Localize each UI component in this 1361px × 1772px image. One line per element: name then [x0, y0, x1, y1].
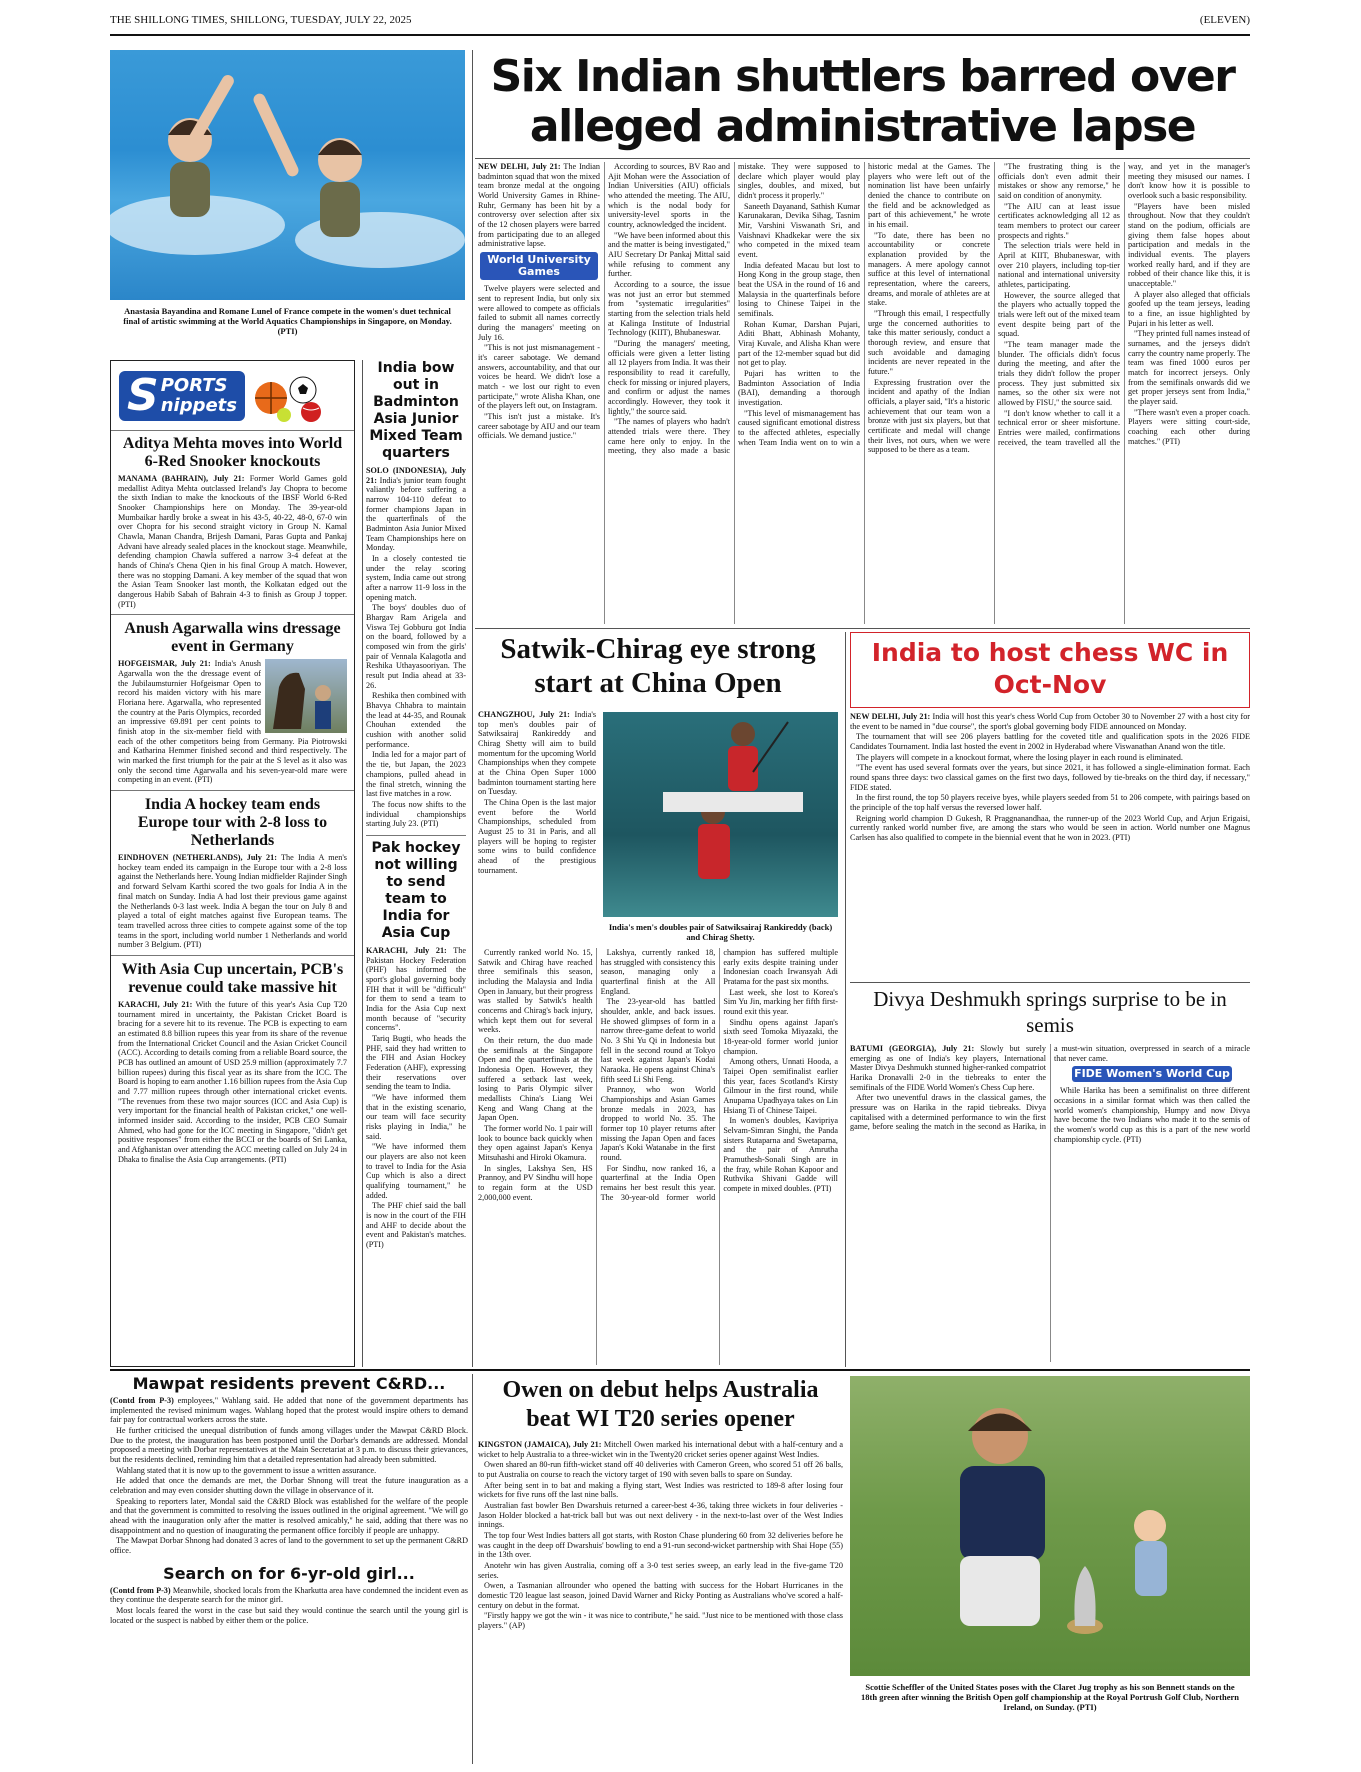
shuttlers-para: Saneeth Dayanand, Sathish Kumar Karunakaran, Devika Sihag, Tasnim Mir, Varshini Viswanath Sri, and Vaishnavi Khadkekar were the six who competed in the mixed team event. — [738, 201, 860, 260]
satwik-para: The China Open is the last major event before the World Championships, scheduled from August 25 to 31 in Paris, and all players will be hoping to register some wins to build confidence ahead of the prestigious tournament. — [478, 798, 596, 875]
anush-story — [111, 618, 354, 787]
shuttlers-para: According to a source, the issue was not just an error but stemmed from "systematic irregularities" starting from the selection trials held at Kalinga Institute of Industrial Technology (KIIT), Bhubaneswar. — [608, 280, 730, 338]
satwik-para: Sindhu opens against Japan's sixth seed Tomoka Miyazaki, the 18-year-old former world junior champion. — [723, 1017, 838, 1056]
shuttlers-para: The Indian badminton squad that won the mixed team bronze medal at the ongoing World University Games in Rhine-Ruhr, Germany has been hit by a controversy over selection after six of the 12 chosen players were barred from participating due to an alleged administrative lapse. — [478, 162, 600, 249]
shuttlers-dateline: NEW DELHI, July 21: — [478, 162, 561, 171]
pak-hockey-para: "We have informed them our players are also not keen to travel to India for the Asia Cup which is also a direct qualifying tournament," he added. — [366, 1142, 466, 1200]
satwik-headline-block — [478, 632, 838, 704]
pak-hockey-body — [366, 946, 466, 1250]
owen-para: Anotehr win has given Australia, coming off a 3-0 test series sweep, an early lead in the five-game T20 series. — [478, 1561, 843, 1580]
horse-rider-image — [265, 659, 347, 733]
owen-para: Australian fast bowler Ben Dwarshuis returned a career-best 4-36, taking three wickets in four deliveries - Jason Holder blocked a hat-trick ball but was out next delivery - in the next-to-last over of the West Indies innings. — [478, 1501, 843, 1530]
satwik-chirag-photo — [603, 712, 838, 917]
shuttlers-para: "Through this email, I respectfully urge the concerned authorities to take this matter seriously, conduct a thorough review, and ensure that such avoidable and damaging incidents are never repeated in the future." — [868, 309, 990, 377]
hockey-a-story — [111, 794, 354, 952]
divya-para: After two uneventful draws in the classical games, the pressure was on Harika in the rapid tiebreaks. Divya capitalised with a determined performance to win the first game, before sealing the match in the second as Harika, in a must-win situation, overpressed in search of a miracle that never came. — [850, 1044, 1250, 1132]
shuttlers-para: According to sources, BV Rao and Ajit Mohan were the Association of Indian Universities (AIU) officials who attended the meeting. The AIU, which is the nodal body for university-level sports in the country, acknowledged the incident. — [608, 162, 730, 230]
divya-para: While Harika has been a semifinalist on three different occasions in a similar format which was then called the world women's championship, Humpy and now Divya have become the two Indians who made it to the semis of the women's world cup as this is a part of the new world championship cycle. (PTI) — [1054, 1086, 1250, 1144]
mawpat-para: employees," Wahlang said. He added that none of the government departments has implemented the revised minimum wages. Wahlang hoped that the protest would inspire others to demand fair pay for contractual workers across the state. — [110, 1396, 468, 1425]
chess-wc-para: Reigning world champion D Gukesh, R Praggnanandhaa, the runner-up of the 2023 World Cup, and Arjun Erigaisi, currently ranked world number five, are among the stars who would be seen in action. World number one Magnus Carlsen has also qualified to compete in the biennial event that he won in 2023. (PTI) — [850, 813, 1250, 843]
pak-hockey-headline: Pak hockey not willing to send team to India for Asia Cup — [371, 839, 461, 941]
satwik-para: Prannoy, who won World Championships and Asian Games bronze medals in 2023, has dropped to world No. 35. The former top 10 player returns after missing the Japan Open and faces Japan's Koki Watanabe in the first round. — [600, 1085, 716, 1163]
sports-balls-icon — [251, 368, 331, 424]
badminton-asia-para: In a closely contested tie under the relay scoring system, India came out strong after a narrow 11-9 loss in the opening match. — [366, 554, 466, 602]
snippets-logo-big-s: S — [127, 369, 159, 421]
anush-headline: Anush Agarwalla wins dressage event in Germany — [124, 620, 341, 656]
satwik-para: In singles, Lakshya Sen, HS Prannoy, and PV Sindhu will hope to regain form at the USD 2,000,000 event. — [478, 1163, 593, 1202]
snippets-logo-badge — [119, 371, 245, 421]
shuttlers-article-body — [478, 162, 1250, 624]
scheffler-caption: Scottie Scheffler of the United States poses with the Claret Jug trophy as his son Bennett stands on the 18th green after winning the British Open golf championship at the Royal Portrush Golf Club, Northern Ireland, on Sunday. (PTI) — [861, 1682, 1239, 1713]
shuttlers-para: "To date, there has been no accountability or concrete explanation provided by the managers. A mere apology cannot suffice at this level of international representation, where the careers, dreams, and morale of athletes are at stake. — [868, 230, 990, 308]
mawpat-headline: Mawpat residents prevent C&RD... — [132, 1374, 446, 1393]
aditya-headline: Aditya Mehta moves into World 6-Red Snooker knockouts — [122, 435, 343, 470]
shuttlers-para: Expressing frustration over the incident and apathy of the Indian officials, a player said, "It's a historic achievement that our team won a bronze with just six players, but that certificate and medal will change their lives, not ours, when we were supposed to be there as a team. — [868, 377, 990, 455]
owen-para: Owen, a Tasmanian allrounder who opened the batting with success for the Hobart Hurricanes in the domestic T20 league last season, joined David Warner and Ricky Ponting as Australians who've scored a half-century on debut in the format. — [478, 1581, 843, 1610]
chess-wc-body — [850, 712, 1250, 843]
swimming-caption: Anastasia Bayandina and Romane Lunel of France compete in the women's duet technical final of artistic swimming at the World Aquatics Championships in Singapore, on Monday. (PTI) — [123, 306, 452, 337]
search-girl-contd: (Contd from P-3) — [110, 1585, 171, 1595]
sports-snippets-box — [110, 360, 355, 1367]
satwik-para: In women's doubles, Kavipriya Selvam-Simran Singhi, the Panda sisters Rutaparna and Swetaparna, and the pair of Amrutha Pramuthesh-Sonali Singh are in the fray, while Rohan Kapoor and Ruthvika Shivani Gadde will compete in mixed doubles. (PTI) — [723, 1116, 838, 1194]
shuttlers-tag — [480, 252, 598, 280]
middle-left-column — [366, 360, 466, 1367]
mawpat-para: He further criticised the unequal distribution of funds among villages under the Mawpat C&RD Block. Due to the protest, the inauguration has been postponed until the Dorbar's demands are addressed. Mondal proposed a meeting with Dorbar representatives at the Main Secretariat at 3 p.m. to discuss their grievances, but the residents declined, reminding him that a detailed representation had already been submitted. — [110, 1426, 468, 1465]
anush-body: India's Anush Agarwalla won the the dressage event of the Jubilaumsturnier Hofgeismar Open to record his maiden victory with his mare Floriana here. Agarwalla, who represented the country at the Paris Olympics, recorded an impressive 69.891 per cent points to finish atop in the six-member field with each of the other competitors being from Germany. Pia Piotrowski and Katharina Hemmer finished second and third respectively. The win marked the first triumph for the pair at the S level as it also was only the second time Agarwalla and his seven-year-old mare were competing in an event. (PTI) — [118, 659, 347, 785]
shuttlers-para: A player also alleged that officials goofed up the team jerseys, leading to a fine, an issue highlighted by Pujari in his letter as well. — [1128, 289, 1250, 328]
golfer-with-trophy-image — [850, 1376, 1250, 1676]
divya-headline: Divya Deshmukh springs surprise to be in semis — [873, 987, 1227, 1037]
satwik-para: India's top men's doubles pair of Satwiksairaj Rankireddy and Chirag Shetty will aim to build momentum for the upcoming World Championships when they compete at the China Open Super 1000 badminton tournament starting here on Tuesday. — [478, 710, 596, 797]
badminton-asia-para: India led for a major part of the tie, but Japan, the 2023 champions, pulled ahead in the final stretch, winning the last five matches in a row. — [366, 750, 466, 799]
shuttlers-para: Twelve players were selected and sent to represent India, but only six were allowed to compete as officials failed to submit all names correctly during the managers' meeting on July 16. — [478, 284, 600, 342]
owen-para: Owen shared an 80-run fifth-wicket stand off 40 deliveries with Cameron Green, who scored 51 off 26 balls, to put Australia on course to reach the victory target of 190 with seven balls to spare on Sunday. — [478, 1460, 843, 1480]
divya-article — [850, 986, 1250, 1366]
shuttlers-para: However, the source alleged that the players who actually topped the trials were left out of the mixed team event despite being part of the squad. — [998, 290, 1120, 339]
mawpat-body — [110, 1396, 468, 1556]
page-folio — [110, 14, 1250, 36]
folio-right: (ELEVEN) — [1199, 14, 1250, 26]
owen-para: Mitchell Owen marked his international debut with a half-century and a wicket to help Australia to a three-wicket win in the Twenty20 cricket series opener against West Indies. — [478, 1440, 843, 1459]
mawpat-para: Wahlang stated that it is now up to the government to issue a written assurance. — [116, 1465, 377, 1475]
shuttlers-para: "During the managers' meeting, officials were given a letter listing all 12 players from India. It was their responsibility to read it carefully, check for missing or injured players, and confirm or adjust the names accordingly. However, they took it lightly," the source said. — [608, 339, 730, 416]
swimmers-illustration — [110, 50, 465, 300]
owen-para: "Firstly happy we got the win - it was nice to contribute," he said. "Just nice to be mentioned with those class players." (AP) — [478, 1611, 843, 1631]
shuttlers-para: "The frustrating thing is the officials don't even admit their mistakes or show any remorse," he said on condition of anonymity. — [998, 162, 1120, 201]
search-girl-body — [110, 1586, 468, 1626]
satwik-dateline: CHANGZHOU, July 21: — [478, 710, 570, 719]
fide-womens-world-cup-tag: FIDE Women's World Cup — [1072, 1066, 1232, 1082]
badminton-asia-headline: India bow out in Badminton Asia Junior Mixed Team quarters — [369, 360, 463, 461]
shuttlers-para: "The names of players who hadn't attended trials were there. They came here only to enjoy. In the meeting, they also made a basic mistake. They were supposed to declare which player would play singles, doubles, and mixed, but didn't process it properly." — [608, 162, 860, 456]
chess-wc-para: India will host this year's chess World Cup from October 30 to November 27 with a host city for the event to be named in "due course", the sport's global governing body FIDE announced on Monday. — [850, 712, 1250, 731]
badminton-players-image — [603, 712, 838, 917]
mawpat-para: He added that once the demands are met, the Dorbar Shnong will treat the future inauguration as a celebration and may even consider shutting down the village in observance of it. — [110, 1476, 468, 1496]
shuttlers-para: Pujari has written to the Badminton Association of India (BAI), demanding a thorough investigation. — [738, 369, 860, 408]
shuttlers-para: "There wasn't even a proper coach. Players were sitting court-side, coaching each other during matches." (PTI) — [1128, 407, 1250, 446]
owen-para: The top four West Indies batters all got starts, with Roston Chase plundering 60 from 32 deliveries before he was caught in the deep off Dwarshuis' bowling to end a 91-run second-wicket partnership with Shai Hope (55) in the 13th over. — [478, 1531, 843, 1560]
hockey-a-dateline: EINDHOVEN (NETHERLANDS), July 21: — [118, 853, 277, 863]
anush-photo — [265, 659, 347, 733]
search-girl-para: Most locals feared the worst in the case but said they would continue the search until the young girl is located or the suspect is nabbed by either them or the police. — [110, 1606, 468, 1625]
shuttlers-para: "The AIU can at least issue certificates acknowledging all 12 as team members to protect our career prospects and rights." — [998, 201, 1120, 240]
shuttlers-para: "We have been informed about this and the matter is being investigated," AIU Secretary Dr Pankaj Mittal said while refusing to comment any further. — [608, 230, 730, 279]
shuttlers-headline-block — [475, 52, 1250, 157]
mawpat-para: The Mawpat Dorbar Shnong had donated 3 acres of land to the government to set up the permanent C&RD office. — [110, 1536, 468, 1556]
shuttlers-headline-line2: alleged administrative lapse — [529, 101, 1196, 152]
pak-hockey-para: The Pakistan Hockey Federation (PHF) has informed the sport's global governing body FIH that it will be "difficult" for them to send a team to India for the Asia Cup next month because of "security concerns". — [366, 945, 466, 1033]
snippets-logo-line1: PORTS — [160, 374, 228, 396]
scheffler-photo-block — [850, 1376, 1250, 1766]
chess-wc-article — [850, 632, 1250, 977]
pak-hockey-para: "We have informed them that in the existing scenario, our team will face security risks playing in India," he said. — [366, 1092, 466, 1141]
shuttlers-para: "Players have been misled throughout. Now that they couldn't stand on the podium, officials are giving them false hopes about participation and medals in the individual events. The players worked really hard, and if they are robbed of their chance like this, it is unacceptable." — [1128, 201, 1250, 289]
shuttlers-para: "This is not just mismanagement - it's career sabotage. We demand answers, accountability, and that our voices be heard. We didn't lose a match - we lost our right to even participate," wrote Alisha Khan, one of the players left out, on Instagram. — [478, 343, 600, 411]
satwik-para: Lakshya, currently ranked 18, has struggled with consistency this season, managing only a quarterfinal finish at the All England. — [600, 948, 716, 996]
shuttlers-para: India defeated Macau but lost to Hong Kong in the group stage, then beat the USA in the round of 16 and Malaysia in the quarterfinals before losing to Chinese Taipei in the semifinals. — [738, 260, 860, 319]
badminton-asia-para: The boys' doubles duo of Bhargav Ram Arigela and Viswa Tej Gobburu got India on the board, followed by a composed win from the girls' pair of Vennala Kalagotla and Reshika Uthayasooriyan. The result put India ahead at 33-26. — [366, 603, 466, 690]
satwik-para: Last week, she lost to Korea's Sim Yu Jin, marking her fifth first-round exit this year. — [723, 987, 838, 1017]
satwik-para: The 23-year-old has battled shoulder, ankle, and back issues. He showed glimpses of form in a narrow three-game defeat to world No. 3 Shi Yu Qi in Indonesia but fell in the second round at Tokyo last week against Japan's Kodai Naraoka. He opens against China's fifth seed Li Shi Feng. — [600, 997, 716, 1084]
owen-headline: Owen on debut helps Australia beat WI T20 series opener — [502, 1377, 819, 1432]
aditya-body: Former World Games gold medallist Aditya Mehta outclassed Ireland's Jay Chopra to become the sixth Indian to make the knockouts of the IBSF World 6-Red Snooker Championships here on Monday. The 39-year-old Mumbaikar hardly broke a sweat in his 43-5, 40-22, 48-0, 67-0 win over Chopra for his second straight victory in Group N. Kamal Chawla, Manan Chandra, Brijesh Damani, Paras Gupta and Pankaj Advani have already sealed places in the knockout stage. Meanwhile, defending champion Chawla suffered a narrow 3-4 defeat at the hands of China's Chena Qien in his final Group A match. However, there was no stopping Damani. A key member of the squad that won the Asian Team Snooker last month, the Kolkatan edged out the dangerous Habib Sabah of Bahrain 4-3 to finish as Group J topper. (PTI) — [118, 474, 347, 609]
chess-wc-para: The tournament that will see 206 players battling for the coveted title and qualification spots in the 2026 FIDE Candidates Tournament. India last hosted the event in 2002 in Hyderabad where Viswanathan Anand won the title. — [850, 732, 1250, 752]
pcb-dateline: KARACHI, July 21: — [118, 999, 193, 1009]
owen-dateline: KINGSTON (JAMAICA), July 21: — [478, 1440, 602, 1449]
badminton-asia-para: The focus now shifts to the individual championships starting July 23. (PTI) — [366, 799, 466, 829]
pcb-body: With the future of this year's Asia Cup T20 tournament mired in uncertainty, the Pakistan Cricket Board is bracing for a severe hit to its revenue. The PCB is expecting to earn an estimated 8.8 billion rupees this year from its share of the revenue from the International Cricket Council and the Asian Cricket Council (ACC). According to details coming from a reliable Board source, the PCB has outlined an amount of USD 25.9 million (approximately 7.7 billion rupees) during this fiscal year as its share from the ICC. The Board is hoping to earn another 1.16 billion rupees from the Asia Cup and 7.77 million rupees through other international cricket events. "The revenues from these two major sources (ICC and Asia Cup) is very important for the financial health of Pakistan cricket," one well-informed insider said. According to the insider, PCB CEO Sumair Ahmed, who had gone for the ICC meeting in Singapore, "didn't get positive responses" from either the BCCI or the boards of Sri Lanka, and Afghanistan over attending the ACC meeting called on July 24 in Dhaka to finalise the Asia Cup arrangements. (PTI) — [118, 999, 347, 1164]
world-university-games-tag: World University Games — [480, 252, 598, 280]
owen-body — [478, 1440, 843, 1631]
owen-article — [478, 1376, 843, 1766]
divya-dateline: BATUMI (GEORGIA), July 21: — [850, 1044, 975, 1053]
chess-wc-para: The players will compete in a knockout format, where the losing player in each round is eliminated. — [856, 752, 1183, 762]
pak-hockey-para: Tariq Bugti, who heads the PHF, said they had written to the FIH and Asian Hockey Federation (AHF), expressing their reservations over sending the team to India. — [366, 1033, 466, 1092]
chess-wc-para: "The event has used several formats over the years, but since 2021, it has followed a single-elimination format. Each round spans three days: two classical games on the first two days, followed by tie-breaks on the third day, if necessary," FIDE stated. — [850, 763, 1250, 792]
pak-hockey-para: The PHF chief said the ball is now in the court of the FIH and AHF to decide about the event and Pakistan's matches. (PTI) — [366, 1201, 466, 1250]
search-girl-headline: Search on for 6-yr-old girl... — [163, 1563, 415, 1583]
satwik-para: For Sindhu, now ranked 16, a quarterfinal at the India Open remains her best result this year. The 30-year-old former world champion has suffered multiple early exits despite training under Indonesian coach Irwansyah Adi Pratama for the past six months. — [600, 948, 838, 1202]
shuttlers-para: "They printed full names instead of surnames, and the jerseys didn't carry the country name properly. The team was fined 1000 euros per match for incorrect jerseys. Only from the semifinals onwards did we get proper jerseys sent from India," the player said. — [1128, 329, 1250, 407]
badminton-asia-dateline: SOLO (INDONESIA), July 21: — [366, 466, 466, 485]
chess-wc-headline: India to host chess WC in Oct-Nov — [850, 632, 1250, 708]
aditya-dateline: MANAMA (BAHRAIN), July 21: — [118, 474, 245, 483]
satwik-para: The former world No. 1 pair will look to bounce back quickly when they open against Japan's Kenya Mitsuhashi and Hiroki Okamura. — [478, 1124, 593, 1163]
hockey-a-headline: India A hockey team ends Europe tour with 2-8 loss to Netherlands — [137, 796, 328, 850]
mawpat-para: Speaking to reporters later, Mondal said the C&RD Block was established for the welfare of the people and that the government is committed to resolving the issues outlined in the original agreement. "We will go ahead with the inauguration only after the matter is resolved amicably," he said, adding that there was no disappointment and no question of inaugurating the permanent office forcibly if people are unhappy. — [110, 1496, 468, 1535]
shuttlers-para: The selection trials were held in April at KIIT, Bhubaneswar, with over 210 players, including top-tier national and international university athletes, participating. — [998, 241, 1120, 290]
satwik-para: Among others, Unnati Hooda, a Taipei Open semifinalist earlier this year, faces Scotland's Kirsty Gilmour in the first round, while Anupama Upadhyaya takes on Lin Hsiang Ti of Chinese Taipei. — [723, 1057, 838, 1115]
pak-hockey-dateline: KARACHI, July 21: — [366, 945, 447, 955]
mawpat-contd: (Contd from P-3) — [110, 1396, 174, 1405]
sports-snippets-logo — [111, 361, 354, 431]
swimming-photo — [110, 50, 465, 300]
shuttlers-para: "The team manager made the blunder. The officials didn't focus during the meeting, and after the trials they didn't follow the proper process. They just submitted six names, so the other six were not allowed by FISU," the source said. — [998, 340, 1120, 408]
satwik-headline: Satwik-Chirag eye strong start at China Open — [500, 633, 816, 699]
badminton-asia-para: Reshika then combined with Bhavya Chhabra to maintain the lead at 44-35, and Rounak Chouhan extended the cushion with another solid performance. — [366, 691, 466, 749]
satwik-columns-lower — [478, 948, 838, 1365]
shuttlers-para: "This isn't just a mistake. It's career sabotage by AIU and our team officials. We demand justice." — [478, 411, 600, 441]
hockey-a-body: The India A men's hockey team ended its campaign in the Europe tour with a 2-8 loss against the Netherlands here. Young Indian midfielder Rajinder Singh and forward Selvam Karthi scored the two goals for India A in the final match on Sunday. India A had lost their previous game against the Netherlands 0-3 last week. India A began the tour on July 8 and played a total of eight matches against five European teams. The team travelled across three cities to compete against some of the top teams in the sport, including world number 1 Netherlands and world number 3 Belgium. (PTI) — [118, 853, 347, 950]
satwik-para: On their return, the duo made the semifinals at the Singapore Open and the quarterfinals at the Indonesia Open. However, they suffered a setback last week, losing to Paris Olympic silver medallists China's Liang Wei Keng and Wang Chang at the Japan Open. — [478, 1036, 593, 1123]
chess-wc-dateline: NEW DELHI, July 21: — [850, 712, 931, 721]
pcb-headline: With Asia Cup uncertain, PCB's revenue could take massive hit — [121, 960, 344, 996]
section-divider — [110, 1369, 1250, 1371]
badminton-asia-body — [366, 466, 466, 829]
aditya-story — [111, 431, 354, 611]
shuttlers-para: "This level of mismanagement has caused significant emotional distress to the affected athletes, especially when Team India went on to win a historic medal at the Games. The players who were left out of the nomination list have been unfairly denied the chance to contribute on the field and be acknowledged as part of this achievement," he wrote in his email. — [738, 162, 990, 447]
satwik-photo-caption: India's men's doubles pair of Satwiksairaj Rankireddy (back) and Chirag Shetty. — [608, 922, 833, 943]
badminton-asia-para: India's junior team fought valiantly before suffering a narrow 104-110 defeat to former champions Japan in the quarterfinals of the Badminton Asia Junior Mixed Team Championships here on Monday. — [366, 475, 466, 553]
scheffler-photo — [850, 1376, 1250, 1676]
pcb-story — [111, 959, 354, 1166]
folio-left: THE SHILLONG TIMES, SHILLONG, TUESDAY, JULY 22, 2025 — [110, 14, 412, 26]
anush-dateline: HOFGEISMAR, July 21: — [118, 659, 211, 669]
divya-para: Slowly but surely emerging as one of India's key players, International Master Divya Deshmukh stunned higher-ranked compatriot Harika Dronavalli 2-0 in the tiebreaks to enter the semifinals of the FIDE World Women's Chess Cup here. — [850, 1044, 1046, 1092]
shuttlers-para: "I don't know whether to call it a technical error or sheer misfortune. Entries were mailed, confirmations received, the team travelled all the way, and yet in the manager's meeting they misused our names. I don't know how it is possible to overlook such a basic responsibility. — [998, 162, 1250, 447]
satwik-column-1 — [478, 710, 596, 942]
shuttlers-para: Rohan Kumar, Darshan Pujari, Aditi Bhatt, Abhinash Mohanty, Viraj Kuvale, and Alisha Khan were part of the 12-member squad but did not get to play. — [738, 319, 860, 368]
search-girl-para: Meanwhile, shocked locals from the Kharkutta area have condemned the incident even as they continue the desperate search for the minor girl. — [110, 1585, 468, 1605]
shuttlers-headline-line1: Six Indian shuttlers barred over — [490, 52, 1235, 102]
satwik-article — [478, 710, 838, 1365]
owen-para: After being sent in to bat and making a flying start, West Indies was restricted to 189-8 after losing four wickets for five runs off the last nine balls. — [478, 1480, 843, 1500]
divya-body — [850, 1044, 1250, 1362]
satwik-para: Currently ranked world No. 15, Satwik and Chirag have reached three semifinals this season, including the Malaysia and India Open in January, but their progress was stalled by Satwik's health concerns and Chirag's back injury, which kept them out for several weeks. — [478, 948, 593, 1035]
chess-wc-para: In the first round, the top 50 players receive byes, while players seeded from 51 to 206 compete, with pairings based on the principle of the top half versus the reversed lower half. — [850, 793, 1250, 813]
bottom-left-column — [110, 1374, 468, 1769]
snippets-logo-line2: nippets — [160, 394, 237, 416]
swimming-photo-block — [110, 50, 465, 350]
